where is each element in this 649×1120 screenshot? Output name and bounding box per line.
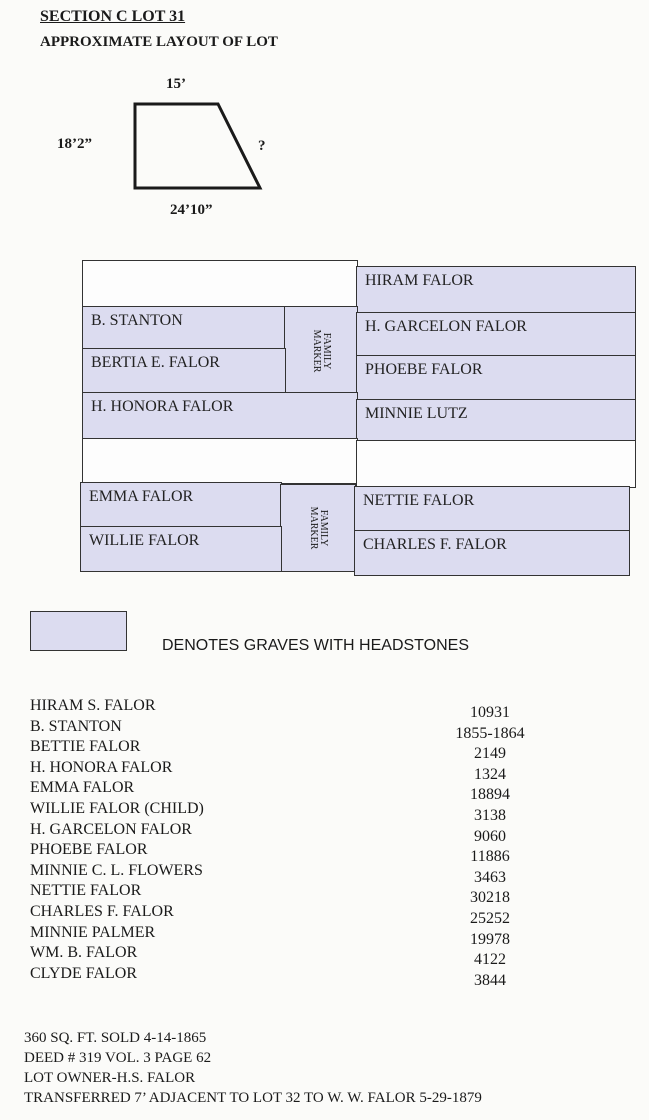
layout-subtitle: APPROXIMATE LAYOUT OF LOT [40, 34, 278, 50]
grave-label: B. STANTON [91, 312, 183, 329]
burial-name: B. STANTON [30, 717, 122, 735]
legend-text: DENOTES GRAVES WITH HEADSTONES [162, 637, 470, 654]
lot-footer [24, 1028, 482, 1108]
legend-swatch [30, 611, 127, 651]
burial-number: 1855-1864 [455, 724, 525, 742]
burial-number: 10931 [470, 704, 510, 721]
grave-label: MINNIE LUTZ [365, 405, 468, 422]
grave-hiram-falor [356, 266, 636, 314]
left-dimension: 18’2” [57, 136, 92, 152]
burial-name: HIRAM S. FALOR [30, 697, 156, 714]
burial-name: MINNIE C. L. FLOWERS [30, 861, 203, 879]
burial-number: 3463 [474, 868, 506, 886]
burial-number: 1324 [474, 765, 506, 783]
grave-empty [356, 440, 636, 488]
burial-name: NETTIE FALOR [30, 882, 142, 900]
grave-emma-falor [80, 482, 282, 528]
burial-name: CHARLES F. FALOR [30, 902, 174, 920]
right-dimension: ? [258, 138, 266, 154]
family-marker-lower: FAMILY MARKER [280, 484, 356, 572]
grave-empty [82, 260, 358, 308]
burial-number: 9060 [474, 827, 506, 845]
burial-number: 3138 [474, 806, 506, 824]
grave-label: H. HONORA FALOR [91, 398, 234, 415]
grave-empty [82, 438, 358, 484]
burial-number: 3844 [474, 971, 506, 989]
transfer-note: TRANSFERRED 7’ ADJACENT TO LOT 32 TO W. W. FALOR 5-29-1879 [24, 1090, 482, 1106]
burial-name: H. GARCELON FALOR [30, 820, 192, 838]
burial-number: 19978 [470, 930, 510, 948]
grave-minnie-lutz [356, 399, 636, 442]
grave-label: BERTIA E. FALOR [91, 354, 220, 371]
grave-label: NETTIE FALOR [363, 492, 475, 509]
burial-name: WILLIE FALOR (CHILD) [30, 799, 204, 817]
burial-name: BETTIE FALOR [30, 738, 141, 756]
burial-number: 25252 [470, 909, 510, 927]
family-marker-upper: FAMILY MARKER [284, 306, 358, 396]
grave-bertia-e-falor [82, 348, 286, 394]
burial-number: 4122 [474, 951, 506, 969]
burial-number: 11886 [470, 848, 510, 866]
sale-info: 360 SQ. FT. SOLD 4-14-1865 [24, 1030, 207, 1046]
top-dimension: 15’ [166, 76, 186, 92]
lot-shape-diagram [0, 0, 649, 230]
burial-name: EMMA FALOR [30, 779, 135, 797]
section-title: SECTION C LOT 31 [40, 8, 186, 25]
burial-name: MINNIE PALMER [30, 923, 156, 941]
lot-outline [135, 104, 260, 188]
bottom-dimension: 24’10” [170, 202, 213, 218]
lot-owner: LOT OWNER-H.S. FALOR [24, 1070, 196, 1086]
burial-name: CLYDE FALOR [30, 964, 137, 982]
grave-label: HIRAM FALOR [365, 272, 474, 289]
burial-name: WM. B. FALOR [30, 944, 138, 962]
burial-name: PHOEBE FALOR [30, 841, 148, 859]
deed-info: DEED # 319 VOL. 3 PAGE 62 [24, 1050, 212, 1066]
grave-label: H. GARCELON FALOR [365, 318, 527, 335]
grave-nettie-falor [354, 486, 630, 532]
burial-numbers-list [420, 703, 560, 991]
burial-number: 30218 [470, 889, 510, 907]
grave-h-garcelon-falor [356, 312, 636, 357]
grave-label: PHOEBE FALOR [365, 361, 483, 378]
grave-label: EMMA FALOR [89, 488, 194, 505]
burial-name: H. HONORA FALOR [30, 758, 173, 776]
grave-willie-falor [80, 526, 282, 572]
grave-label: CHARLES F. FALOR [363, 536, 507, 553]
grave-h-honora-falor [82, 392, 358, 440]
grave-phoebe-falor [356, 355, 636, 401]
grave-label: WILLIE FALOR [89, 532, 200, 549]
grave-b-stanton [82, 306, 286, 350]
grave-charles-f-falor [354, 530, 630, 576]
burial-number: 18894 [470, 786, 510, 804]
burial-number: 2149 [474, 745, 506, 763]
burial-names-list [30, 696, 204, 984]
